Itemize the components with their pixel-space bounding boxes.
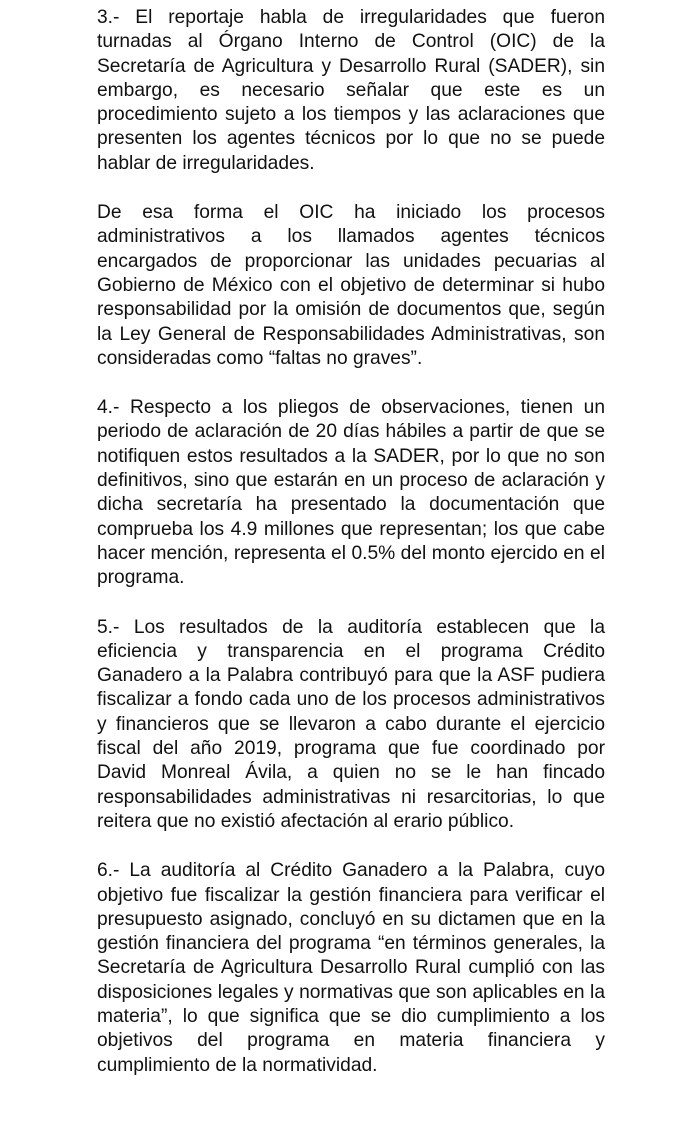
paragraph-oic-processes: De esa forma el OIC ha iniciado los procesos administrativos a los llamados agentes técnicos encargados de proporcionar las unidades pecuarias al Gobierno de México con el objetivo de determinar si hubo responsabilidad por la omisión de documentos que, según la Ley General de Responsabilidades Administrativas, son consideradas como “faltas no graves”.: [97, 202, 605, 369]
document-page: [97, 0, 605, 1103]
paragraph-point-3: 3.- El reportaje habla de irregularidades que fueron turnadas al Órgano Interno de Control (OIC) de la Secretaría de Agricultura y Desarrollo Rural (SADER), sin embargo, es necesario señalar que este es un procedimiento sujeto a los tiempos y las aclaraciones que presenten los agentes técnicos por lo que no se puede hablar de irregularidades.: [97, 7, 605, 174]
paragraph-point-5: 5.- Los resultados de la auditoría establecen que la eficiencia y transparencia en el programa Crédito Ganadero a la Palabra contribuyó para que la ASF pudiera fiscalizar a fondo cada uno de los procesos administrativos y financieros que se llevaron a cabo durante el ejercicio fiscal del año 2019, programa que fue coordinado por David Monreal Ávila, a quien no se le han fincado responsabilidades administrativas ni resarcitorias, lo que reitera que no existió afectación al erario público.: [97, 616, 605, 832]
paragraph-point-4: 4.- Respecto a los pliegos de observaciones, tienen un periodo de aclaración de 20 días hábiles a partir de que se notifiquen estos resultados a la SADER, por lo que no son definitivos, sino que estarán en un proceso de aclaración y dicha secretaría ha presentado la documentación que comprueba los 4.9 millones que representan; los que cabe hacer mención, representa el 0.5% del monto ejercido en el programa.: [97, 397, 605, 589]
paragraph-point-6: 6.- La auditoría al Crédito Ganadero a la Palabra, cuyo objetivo fue fiscalizar la gestión financiera para verificar el presupuesto asignado, concluyó en su dictamen que en la gestión financiera del programa “en términos generales, la Secretaría de Agricultura Desarrollo Rural cumplió con las disposiciones legales y normativas que son aplicables en la materia”, lo que significa que se dio cumplimiento a los objetivos del programa en materia financiera y cumplimiento de la normatividad.: [97, 860, 605, 1076]
